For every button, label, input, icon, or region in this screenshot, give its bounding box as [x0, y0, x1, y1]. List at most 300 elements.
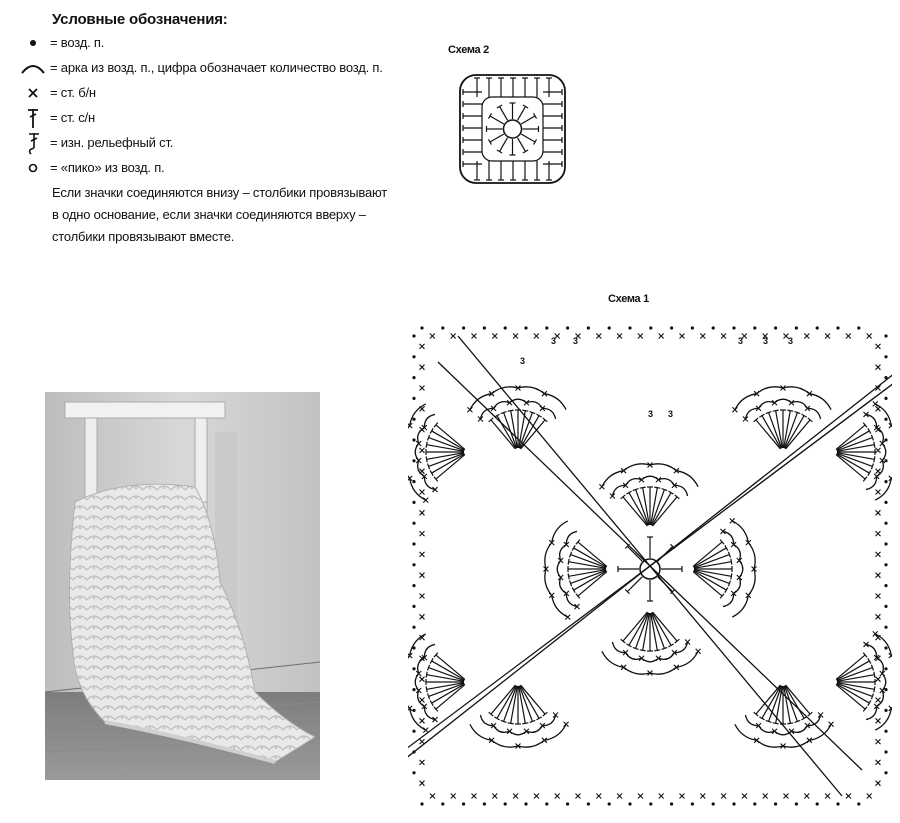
chain-dot [884, 397, 887, 400]
chain-dot [420, 802, 423, 805]
chain-dot [441, 802, 444, 805]
chain-arch [545, 543, 552, 569]
legend-item-arch [18, 55, 428, 80]
chain-dot [774, 802, 777, 805]
chain-dot [884, 771, 887, 774]
chain-arch [809, 394, 831, 410]
chain-arch [735, 724, 757, 740]
chain-dot [545, 802, 548, 805]
chain-dot [884, 355, 887, 358]
sc-stitch [420, 469, 425, 474]
sc-stitch [876, 531, 881, 536]
sc-stitch [721, 334, 726, 339]
chain-dot [816, 802, 819, 805]
chain-dot [884, 459, 887, 462]
sc-stitch [420, 490, 425, 495]
chain-dot [753, 326, 756, 329]
chain-dot [587, 326, 590, 329]
chain-dot [412, 334, 415, 337]
chain-dot [524, 802, 527, 805]
chain-dot [412, 459, 415, 462]
chain-dot [462, 326, 465, 329]
dc-stitch-top [508, 410, 514, 411]
chain-dot [412, 771, 415, 774]
sc-stitch [730, 518, 735, 523]
arch-count-label: 3 [573, 336, 579, 346]
chain-arch [891, 426, 892, 452]
chain-arch [875, 708, 891, 730]
schema2-caption: Схема 2 [448, 44, 489, 56]
picot-icon [18, 155, 48, 180]
dc-stitch [490, 116, 504, 124]
sc-stitch [876, 781, 881, 786]
chain-dot [884, 688, 887, 691]
chain-arch [891, 656, 892, 682]
sc-stitch [420, 614, 425, 619]
chain-arch [624, 464, 650, 471]
dc-stitch-top [787, 410, 793, 411]
sc-stitch [492, 794, 497, 799]
sc-stitch [732, 407, 737, 412]
chain-dot [412, 522, 415, 525]
sc-stitch [430, 794, 435, 799]
sc-stitch [876, 614, 881, 619]
sc-stitch [873, 401, 878, 406]
chain-dot [836, 326, 839, 329]
sc-stitch [599, 484, 604, 489]
sc-stitch [825, 794, 830, 799]
schema1-diagram [408, 322, 892, 815]
dc-stitch-top [874, 456, 875, 462]
sc-stitch [638, 794, 643, 799]
sc-stitch [696, 649, 701, 654]
sc-stitch [876, 718, 881, 723]
dc-stitch [658, 577, 673, 592]
chain-arch [875, 404, 891, 426]
sc-stitch [876, 760, 881, 765]
legend-item-bpdc [18, 130, 428, 155]
chain-dot [412, 730, 415, 733]
chain-dot [774, 326, 777, 329]
chain-dot [608, 802, 611, 805]
chain-arch [470, 724, 492, 740]
chain-dot [504, 326, 507, 329]
sc-stitch [876, 594, 881, 599]
arch-count-label: 3 [788, 336, 794, 346]
sc-stitch [804, 794, 809, 799]
sc-stitch [680, 794, 685, 799]
chain-dot [649, 326, 652, 329]
dc-stitch-top [874, 672, 875, 678]
dc-stitch-top [426, 672, 427, 678]
sc-stitch [492, 334, 497, 339]
legend-item-chain [18, 30, 428, 55]
dc-stitch-top [640, 650, 646, 651]
chain-arch [891, 452, 892, 478]
sc-stitch [420, 552, 425, 557]
chain-arch [408, 656, 410, 682]
chain-arch [518, 740, 544, 747]
back-post-double-crochet-icon [18, 130, 48, 155]
dc-stitch-top [731, 559, 732, 565]
legend-note [52, 182, 412, 248]
chain-arch [408, 426, 410, 452]
chain-dot [524, 326, 527, 329]
dc-stitch-top [522, 410, 528, 411]
double-crochet-icon [18, 105, 48, 130]
chain-arch [510, 399, 527, 403]
sc-stitch [420, 448, 425, 453]
chain-arch [676, 651, 698, 667]
chain-dot [857, 326, 860, 329]
chain-arch [882, 674, 886, 691]
chain-arch [415, 674, 419, 691]
chain-arch [545, 569, 552, 595]
sc-stitch [876, 344, 881, 349]
chain-dot [412, 584, 415, 587]
chain-arch-icon [18, 55, 48, 80]
chain-arch [408, 682, 410, 708]
dc-stitch [521, 116, 535, 124]
legend-item-label: = возд. п. [50, 35, 105, 50]
arch-count-label: 3 [763, 336, 769, 346]
sc-stitch [829, 722, 834, 727]
legend [18, 10, 428, 248]
chain-stitch-dot-icon [18, 30, 48, 55]
sc-stitch [576, 794, 581, 799]
chain-dot [412, 480, 415, 483]
center-ring [504, 120, 522, 138]
sc-stitch [700, 794, 705, 799]
chain-dot [566, 326, 569, 329]
sc-stitch [423, 728, 428, 733]
chain-arch [739, 561, 743, 578]
chain-arch [732, 595, 748, 617]
dc-stitch-top [773, 410, 779, 411]
sc-stitch [804, 334, 809, 339]
sc-stitch [617, 334, 622, 339]
sc-stitch [420, 427, 425, 432]
chain-dot [884, 709, 887, 712]
dc-stitch [518, 138, 526, 152]
sc-stitch [873, 631, 878, 636]
chain-dot [884, 522, 887, 525]
chain-dot [420, 326, 423, 329]
sc-stitch [420, 781, 425, 786]
chain-dot [608, 326, 611, 329]
chain-dot [412, 376, 415, 379]
dc-stitch-top [874, 686, 875, 692]
sc-stitch [596, 794, 601, 799]
legend-note-line: в одно основание, если значки соединяются вверху – [52, 207, 366, 222]
legend-item-picot [18, 155, 428, 180]
sc-stitch [846, 334, 851, 339]
sc-stitch [617, 794, 622, 799]
dc-stitch-top [508, 723, 514, 724]
sc-stitch [534, 334, 539, 339]
chain-dot [884, 376, 887, 379]
chain-arch [875, 478, 891, 500]
sc-stitch [472, 334, 477, 339]
dc-stitch [518, 106, 526, 120]
chain-dot [884, 730, 887, 733]
chain-dot [649, 802, 652, 805]
dc-stitch [490, 134, 504, 142]
sc-stitch [513, 794, 518, 799]
dc-stitch-top [654, 650, 660, 651]
chain-dot [412, 667, 415, 670]
chain-arch [544, 724, 566, 740]
sc-stitch [876, 406, 881, 411]
chain-arch [642, 658, 659, 662]
schema1-caption: Схема 1 [608, 293, 649, 305]
chain-dot [884, 334, 887, 337]
dc-stitch-top [426, 442, 427, 448]
sc-stitch [472, 794, 477, 799]
legend-title: Условные обозначения: [52, 11, 228, 28]
dc-stitch-top [654, 487, 660, 488]
legend-note-line: Если значки соединяются внизу – столбики провязывают [52, 185, 388, 200]
sc-stitch [876, 573, 881, 578]
chain-dot [795, 802, 798, 805]
chain-dot [884, 501, 887, 504]
chain-dot [884, 750, 887, 753]
chain-dot [670, 326, 673, 329]
chain-dot [884, 480, 887, 483]
chain-arch [775, 399, 792, 403]
chain-dot [691, 802, 694, 805]
chain-dot [836, 802, 839, 805]
dc-stitch [627, 577, 642, 592]
dc-stitch-top [426, 456, 427, 462]
legend-item-label: = изн. рельефный ст. [50, 135, 174, 150]
chain-dot [412, 397, 415, 400]
chain-arch [757, 740, 783, 747]
chain-dot [412, 646, 415, 649]
sc-stitch [420, 677, 425, 682]
chain-arch [642, 476, 659, 480]
dc-stitch-top [568, 573, 569, 579]
sc-stitch [742, 794, 747, 799]
legend-item-label: = ст. б/н [50, 85, 96, 100]
arch-count-label: 3 [520, 356, 526, 366]
sc-stitch [867, 794, 872, 799]
chain-arch [735, 394, 757, 410]
chain-arch [510, 731, 527, 735]
chain-arch [650, 464, 676, 471]
arch-count-label: 3 [738, 336, 744, 346]
chain-dot [628, 326, 631, 329]
chain-arch [748, 569, 755, 595]
chain-dot [628, 802, 631, 805]
center-ring [640, 559, 660, 579]
dc-stitch [521, 134, 535, 142]
sc-stitch [420, 531, 425, 536]
legend-item-label: = ст. с/н [50, 110, 95, 125]
chain-dot [412, 438, 415, 441]
chain-dot [795, 326, 798, 329]
chain-dot [412, 688, 415, 691]
sc-stitch [420, 510, 425, 515]
chain-arch [518, 387, 544, 394]
dc-stitch-top [426, 686, 427, 692]
arch-count-label: 3 [648, 409, 654, 419]
chain-arch [650, 667, 676, 674]
sc-stitch [680, 334, 685, 339]
crochet-blanket-on-stool-photo [45, 392, 320, 780]
dc-stitch-top [787, 723, 793, 724]
sc-stitch [867, 334, 872, 339]
chain-dot [412, 418, 415, 421]
chain-dot [884, 667, 887, 670]
dc-stitch-top [640, 487, 646, 488]
chain-arch [783, 387, 809, 394]
sc-stitch [420, 573, 425, 578]
chain-arch [757, 387, 783, 394]
dc-stitch [500, 106, 508, 120]
sc-stitch [876, 739, 881, 744]
sc-stitch [430, 334, 435, 339]
sc-stitch [451, 794, 456, 799]
chain-dot [412, 709, 415, 712]
sc-stitch [876, 490, 881, 495]
chain-arch [748, 543, 755, 569]
chain-dot [545, 326, 548, 329]
sc-stitch [467, 407, 472, 412]
sc-stitch [564, 722, 569, 727]
dc-stitch-top [773, 723, 779, 724]
chain-arch [410, 634, 426, 656]
dc-stitch-top [568, 559, 569, 565]
arch-count-label: 3 [551, 336, 557, 346]
sc-stitch [420, 344, 425, 349]
chain-arch [676, 471, 698, 487]
chain-dot [884, 605, 887, 608]
sc-stitch [700, 334, 705, 339]
chain-arch [602, 651, 624, 667]
chain-dot [884, 418, 887, 421]
sc-stitch [451, 334, 456, 339]
legend-item-label: = арка из возд. п., цифра обозначает количество возд. п. [50, 60, 383, 75]
chain-dot [857, 802, 860, 805]
chain-dot [412, 750, 415, 753]
sc-stitch [638, 334, 643, 339]
chain-dot [462, 802, 465, 805]
sc-stitch [784, 794, 789, 799]
schema2-diagram [455, 70, 570, 193]
chain-dot [753, 802, 756, 805]
sc-stitch [555, 794, 560, 799]
dc-stitch-top [522, 723, 528, 724]
sc-stitch [420, 594, 425, 599]
chain-dot [884, 584, 887, 587]
chain-arch [552, 595, 568, 617]
chain-arch [602, 471, 624, 487]
single-crochet-x-icon [18, 80, 48, 105]
dc-stitch [658, 546, 673, 561]
chain-arch [882, 444, 886, 461]
chain-arch [544, 394, 566, 410]
chain-arch [410, 478, 426, 500]
sc-stitch [876, 677, 881, 682]
sc-stitch [420, 760, 425, 765]
sc-stitch [420, 698, 425, 703]
sc-stitch [420, 365, 425, 370]
sc-stitch [596, 334, 601, 339]
chain-dot [816, 326, 819, 329]
chain-arch [624, 667, 650, 674]
sc-stitch [876, 365, 881, 370]
legend-item-sc [18, 80, 428, 105]
sc-stitch [423, 498, 428, 503]
legend-item-label: = «пико» из возд. п. [50, 160, 165, 175]
chain-arch [492, 740, 518, 747]
sc-stitch [659, 794, 664, 799]
chain-dot [691, 326, 694, 329]
sc-stitch [876, 469, 881, 474]
chain-arch [891, 682, 892, 708]
chain-arch [557, 561, 561, 578]
sc-stitch [659, 334, 664, 339]
chain-dot [884, 438, 887, 441]
chain-dot [412, 563, 415, 566]
chain-dot [441, 326, 444, 329]
dc-stitch-top [874, 442, 875, 448]
chain-arch [732, 521, 748, 543]
chain-dot [732, 326, 735, 329]
chain-dot [884, 542, 887, 545]
chain-dot [884, 626, 887, 629]
dc-stitch [500, 138, 508, 152]
sc-stitch [846, 794, 851, 799]
chain-dot [732, 802, 735, 805]
sc-stitch [513, 334, 518, 339]
chain-dot [412, 355, 415, 358]
chain-dot [504, 802, 507, 805]
legend-note-line: столбики провязывают вместе. [52, 229, 235, 244]
sc-stitch [876, 510, 881, 515]
chain-dot [884, 646, 887, 649]
diagonal-band [408, 362, 892, 770]
chain-dot [483, 802, 486, 805]
chain-dot [483, 326, 486, 329]
chain-dot [884, 563, 887, 566]
chain-dot [412, 605, 415, 608]
chain-dot [412, 501, 415, 504]
chain-dot [412, 542, 415, 545]
legend-item-dc [18, 105, 428, 130]
sc-stitch [876, 448, 881, 453]
arch-count-label: 3 [668, 409, 674, 419]
chain-dot [587, 802, 590, 805]
chain-arch [408, 452, 410, 478]
sc-stitch [876, 552, 881, 557]
sc-stitch [763, 794, 768, 799]
sc-stitch [565, 615, 570, 620]
sc-stitch [825, 334, 830, 339]
chain-dot [670, 802, 673, 805]
sc-stitch [420, 739, 425, 744]
chain-arch [415, 444, 419, 461]
chain-dot [712, 802, 715, 805]
sc-stitch [420, 386, 425, 391]
sc-stitch [420, 406, 425, 411]
sc-stitch [721, 794, 726, 799]
chain-dot [412, 626, 415, 629]
sc-stitch [876, 698, 881, 703]
sc-stitch [534, 794, 539, 799]
chain-arch [552, 521, 568, 543]
